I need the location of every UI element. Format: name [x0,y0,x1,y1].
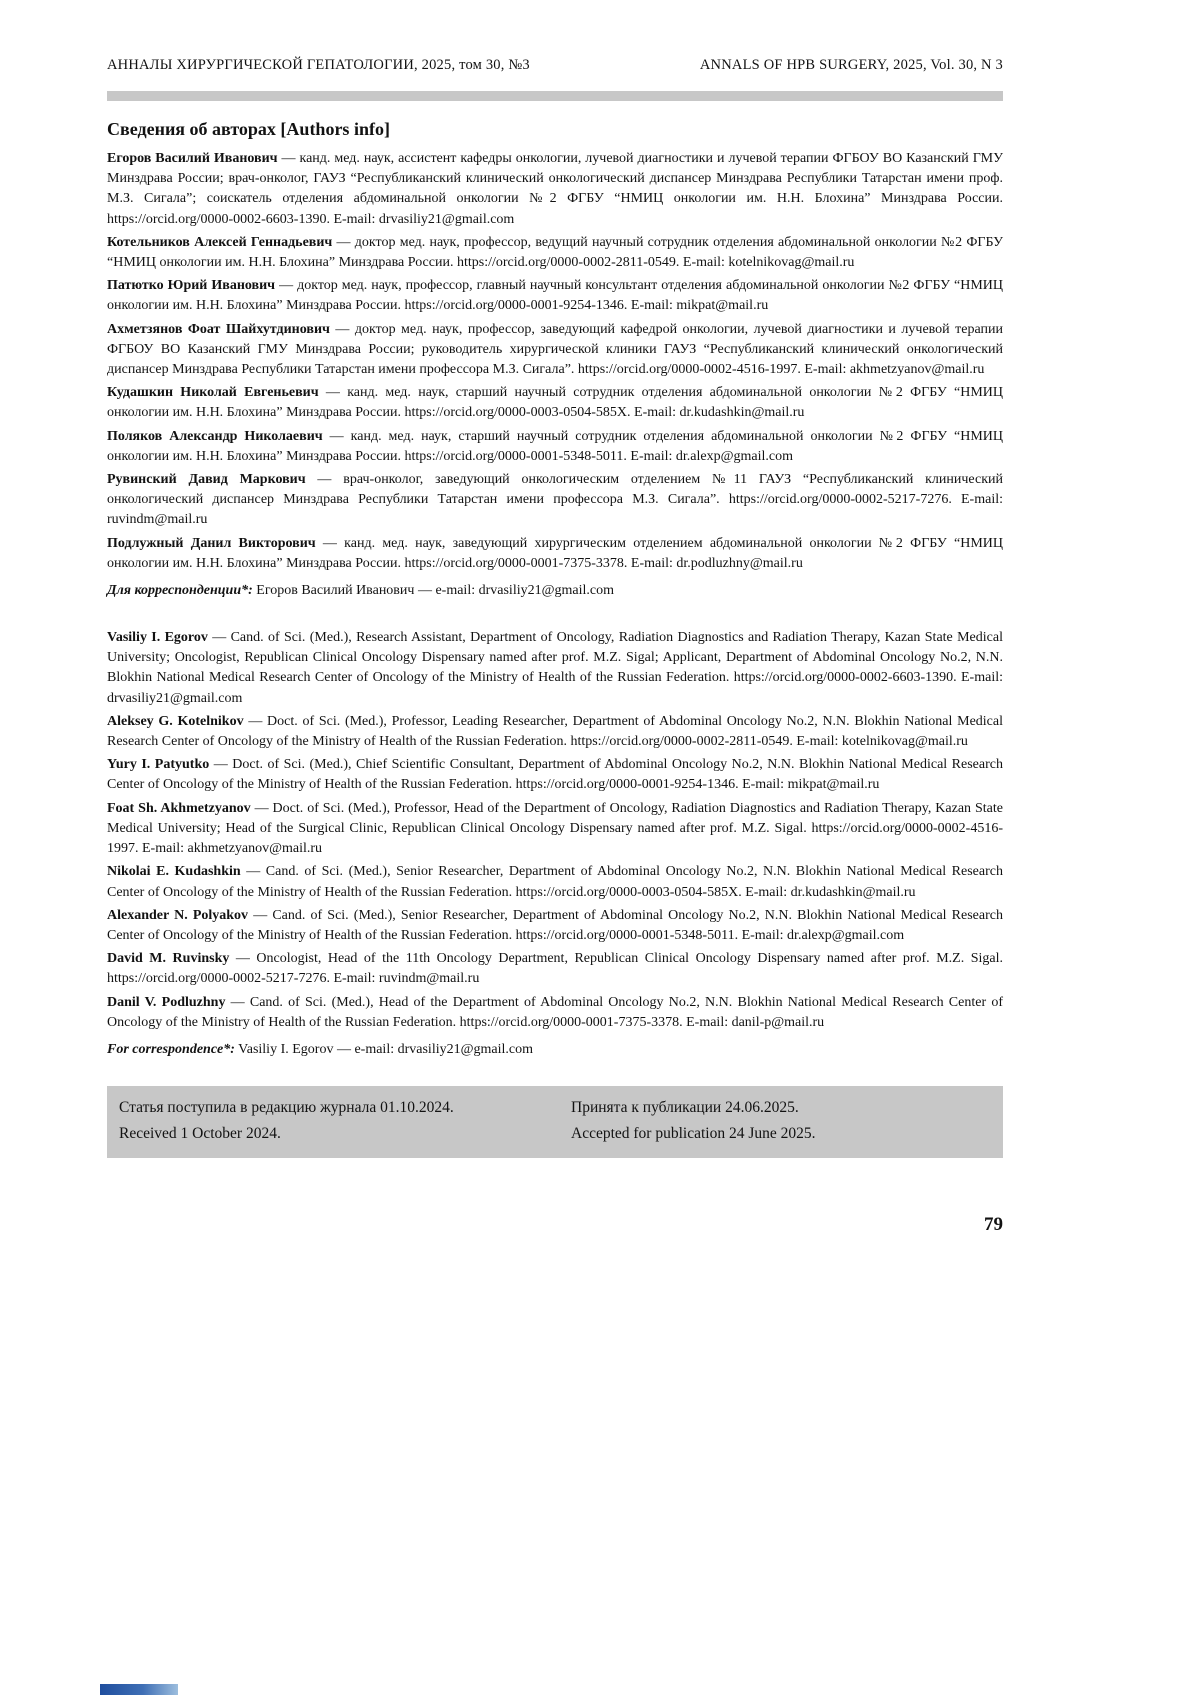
footer-color-bar [100,1684,178,1695]
author-bio: — Cand. of Sci. (Med.), Senior Researcher, Department of Abdominal Oncology No.2, N.N. Blokhin National Medical Research Center of Oncology of the Ministry of Health of the Russian Federation. https://orcid.org/0000-0001-5348-5011. E-mail: dr.alexp@gmail.com [107,907,1003,943]
author-entry [107,712,1003,752]
author-entry [107,320,1003,381]
author-name: Поляков Александр Николаевич [107,428,323,444]
received-accepted-box [107,1086,1003,1158]
section-title: Сведения об авторах [Authors info] [107,119,390,139]
author-entry [107,799,1003,860]
author-bio: — канд. мед. наук, старший научный сотрудник отделения абдоминальной онкологии №2 ФГБУ “НМИЦ онкологии им. Н.Н. Блохина” Минздрава России. https://orcid.org/0000-0001-5348-5011. E-mail: dr.alexp@gmail.com [107,428,1003,464]
author-bio: — канд. мед. наук, заведующий хирургическим отделением абдоминальной онкологии №2 ФГБУ “НМИЦ онкологии им. Н.Н. Блохина” Минздрава России. https://orcid.org/0000-0001-7375-3378. E-mail: dr.podluzhny@mail.ru [107,535,1003,571]
author-bio: — Cand. of Sci. (Med.), Head of the Department of Abdominal Oncology No.2, N.N. Blokhin National Medical Research Center of Oncology of the Ministry of Health of the Russian Federation. https://orcid.org/0000-0001-7375-3378. E-mail: danil-p@mail.ru [107,994,1003,1030]
author-name: Aleksey G. Kotelnikov [107,713,244,729]
author-bio: — канд. мед. наук, ассистент кафедры онкологии, лучевой диагностики и лучевой терапии ФГБОУ ВО Казанский ГМУ Минздрава России; врач-онколог, ГАУЗ “Республиканский клинический онкологический диспансер Минздрава Республики Татарстан имени проф. М.З. Сигала”; соискатель отделения абдоминальной онкологии №2 ФГБУ “НМИЦ онкологии им. Н.Н. Блохина” Минздрава России. https://orcid.org/0000-0002-6603-1390. E-mail: drvasiliy21@gmail.com [107,151,1003,227]
correspondence-en-label: For correspondence*: [107,1041,235,1057]
correspondence-ru-text: Егоров Василий Иванович — e-mail: drvasiliy21@gmail.com [252,583,614,599]
author-entry [107,949,1003,989]
correspondence-ru [107,581,1003,601]
accepted-ru: Принята к публикации 24.06.2025. [571,1098,799,1116]
author-name: Подлужный Данил Викторович [107,535,316,551]
header-rule [107,91,1003,101]
author-name: Vasiliy I. Egorov [107,630,208,646]
authors-ru-section [107,149,1003,574]
author-entry [107,427,1003,467]
author-entry [107,628,1003,709]
received-ru: Статья поступила в редакцию журнала 01.10.2024. [119,1098,454,1116]
received-column [119,1095,571,1147]
author-entry [107,862,1003,902]
author-entry [107,276,1003,316]
accepted-en: Accepted for publication 24 June 2025. [571,1124,816,1142]
author-bio: — Doct. of Sci. (Med.), Chief Scientific Consultant, Department of Abdominal Oncology No.2, N.N. Blokhin National Medical Research Center of Oncology of the Ministry of Health of the Russian Federation. https://orcid.org/0000-0001-9254-1346. E-mail: mikpat@mail.ru [107,757,1003,793]
author-name: Патютко Юрий Иванович [107,278,276,294]
author-name: Кудашкин Николай Евгеньевич [107,385,319,401]
author-bio: — Oncologist, Head of the 11th Oncology Department, Republican Clinical Oncology Dispensary named after prof. M.Z. Sigal. https://orcid.org/0000-0002-5217-7276. E-mail: ruvindm@mail.ru [107,951,1003,987]
author-bio: — Cand. of Sci. (Med.), Senior Researcher, Department of Abdominal Oncology No.2, N.N. Blokhin National Medical Research Center of Oncology of the Ministry of Health of the Russian Federation. https://orcid.org/0000-0003-0504-585X. E-mail: dr.kudashkin@mail.ru [107,864,1003,900]
author-bio: — Doct. of Sci. (Med.), Professor, Head of the Department of Oncology, Radiation Diagnostics and Radiation Therapy, Kazan State Medical University; Head of the Surgical Clinic, Republican Clinical Oncology Dispensary named after prof. M.Z. Sigal. https://orcid.org/0000-0002-4516-1997. E-mail: akhmetzyanov@mail.ru [107,800,1004,857]
author-name: Ахметзянов Фоат Шайхутдинович [107,321,330,337]
correspondence-en [107,1040,1003,1060]
author-bio: — доктор мед. наук, профессор, ведущий научный сотрудник отделения абдоминальной онкологии №2 ФГБУ “НМИЦ онкологии им. Н.Н. Блохина” Минздрава России. https://orcid.org/0000-0002-2811-0549. E-mail: kotelnikovag@mail.ru [107,234,1003,271]
journal-title-ru: АННАЛЫ ХИРУРГИЧЕСКОЙ ГЕПАТОЛОГИИ, 2025, том 30, №3 [107,57,530,73]
author-name: Егоров Василий Иванович [107,151,278,166]
author-entry [107,993,1003,1033]
received-en: Received 1 October 2024. [119,1124,281,1142]
author-entry [107,233,1003,273]
author-entry [107,383,1003,423]
page-header [107,0,1003,74]
author-name: Рувинский Давид Маркович [107,472,306,488]
author-name: Danil V. Podluzhny [107,994,226,1010]
author-bio: — Cand. of Sci. (Med.), Research Assistant, Department of Oncology, Radiation Diagnostics and Radiation Therapy, Kazan State Medical University; Oncologist, Republican Clinical Oncology Dispensary named after prof. M.Z. Sigal; Applicant, Department of Abdominal Oncology No.2, N.N. Blokhin National Medical Research Center of Oncology of the Ministry of Health of the Russian Federation. https://orcid.org/0000-0002-6603-1390. E-mail: drvasiliy21@gmail.com [107,630,1003,706]
accepted-column [571,1095,993,1147]
author-bio: — канд. мед. наук, старший научный сотрудник отделения абдоминальной онкологии №2 ФГБУ “НМИЦ онкологии им. Н.Н. Блохина” Минздрава России. https://orcid.org/0000-0003-0504-585X. E-mail: dr.kudashkin@mail.ru [107,385,1004,421]
page-content [107,0,1003,1236]
author-entry [107,534,1003,574]
author-name: Nikolai E. Kudashkin [107,864,241,880]
authors-en-section [107,628,1003,1033]
author-name: Foat Sh. Akhmetzyanov [107,800,251,816]
author-entry [107,470,1003,531]
page-number: 79 [984,1213,1003,1235]
author-entry [107,755,1003,795]
author-entry [107,149,1003,230]
author-bio: — доктор мед. наук, профессор, главный научный консультант отделения абдоминальной онкологии №2 ФГБУ “НМИЦ онкологии им. Н.Н. Блохина” Минздрава России. https://orcid.org/0000-0001-9254-1346. E-mail: mikpat@mail.ru [107,278,1003,314]
author-bio: — Doct. of Sci. (Med.), Professor, Leading Researcher, Department of Abdominal Oncology No.2, N.N. Blokhin National Medical Research Center of Oncology of the Ministry of Health of the Russian Federation. https://orcid.org/0000-0002-2811-0549. E-mail: kotelnikovag@mail.ru [107,713,1003,750]
author-name: Yury I. Patyutko [107,757,210,773]
author-bio: — врач-онколог, заведующий онкологическим отделением №11 ГАУЗ “Республиканский клинический онкологический диспансер Минздрава Республики Татарстан имени профессора М.З. Сигала”. https://orcid.org/0000-0002-5217-7276. E-mail: ruvindm@mail.ru [107,472,1003,528]
author-name: Alexander N. Polyakov [107,907,249,923]
correspondence-ru-label: Для корреспонденции*: [107,583,253,599]
author-entry [107,906,1003,946]
author-bio: — доктор мед. наук, профессор, заведующий кафедрой онкологии, лучевой диагностики и лучевой терапии ФГБОУ ВО Казанский ГМУ Минздрава России; руководитель хирургической клиники ГАУЗ “Республиканский клинический онкологический диспансер Минздрава Республики Татарстан имени профессора М.З. Сигала”. https://orcid.org/0000-0002-4516-1997. E-mail: akhmetzyanov@mail.ru [107,321,1003,378]
author-name: Котельников Алексей Геннадьевич [107,234,333,250]
correspondence-en-text: Vasiliy I. Egorov — e-mail: drvasiliy21@gmail.com [234,1041,533,1057]
author-name: David M. Ruvinsky [107,951,230,967]
journal-title-en: ANNALS OF HPB SURGERY, 2025, Vol. 30, N 3 [699,57,1003,73]
